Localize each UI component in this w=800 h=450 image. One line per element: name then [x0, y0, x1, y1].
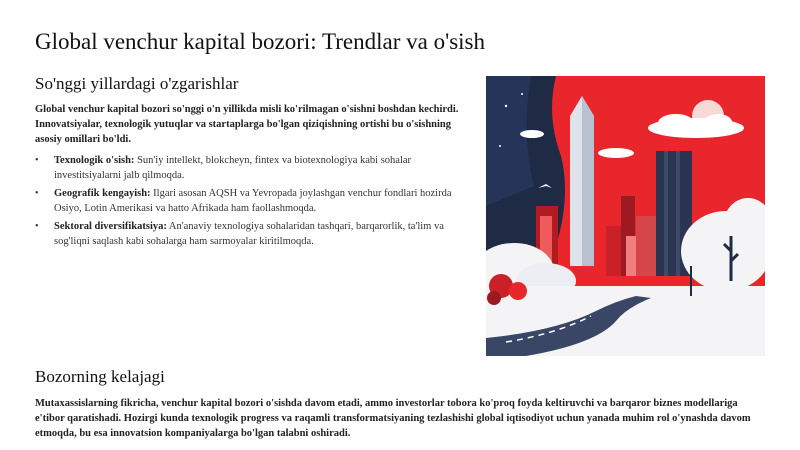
bullet-list	[35, 153, 465, 252]
bullet-dot-icon: •	[35, 188, 39, 199]
bullet-text: Ilgari asosan AQSH va Yevropada joylashgan venchur fondlari hozirda Osiyo, Lotin Amerikasi va hatto Afrikada ham faollashmoqda.	[54, 188, 452, 214]
bullet-item	[35, 153, 465, 183]
bullet-lead: Geografik kengayish:	[54, 188, 151, 199]
bullet-lead: Sektoral diversifikatsiya:	[54, 221, 167, 232]
bullet-text: An'anaviy texnologiya sohalaridan tashqari, barqarorlik, ta'lim va sog'liqni saqlash kabi sohalarga ham sarmoyalar kiritilmoqda.	[54, 221, 444, 247]
section-heading-market-future: Bozorning kelajagi	[35, 367, 165, 386]
intro-paragraph: Global venchur kapital bozori so'nggi o'n yillikda misli ko'rilmagan o'sishni boshdan kechirdi. Innovatsiyalar, texnologik yutuqlar va startaplarga bo'lgan qiziqishning ortishi bu o'sishning asosiy omillari bo'ldi.	[35, 104, 459, 145]
bullet-dot-icon: •	[35, 221, 39, 232]
future-paragraph: Mutaxassislarning fikricha, venchur kapital bozori o'sishda davom etadi, ammo investorlar tobora ko'proq foyda keltiruvchi va barqaror biznes modellariga e'tibor qaratishadi. Hozirgi kunda texnologik progress va raqamli transformatsiyaning tezlashishi global iqtisodiyot uchun yanada muhim rol o'ynashda davom etmoqda, bu esa innovatsion kompaniyalarga bo'lgan talabni oshiradi.	[35, 398, 751, 439]
bullet-item	[35, 219, 465, 249]
section-heading-recent-changes: So'nggi yillardagi o'zgarishlar	[35, 74, 239, 93]
slide-title: Global venchur kapital bozori: Trendlar va o'sish	[35, 29, 486, 54]
bullet-dot-icon: •	[35, 155, 39, 166]
city-skyline-illustration	[486, 76, 765, 356]
bullet-lead: Texnologik o'sish:	[54, 155, 135, 166]
bullet-text: Sun'iy intellekt, blokcheyn, fintex va biotexnologiya kabi sohalar investitsiyalarni jalb qilmoqda.	[54, 155, 412, 181]
bullet-item	[35, 186, 465, 216]
